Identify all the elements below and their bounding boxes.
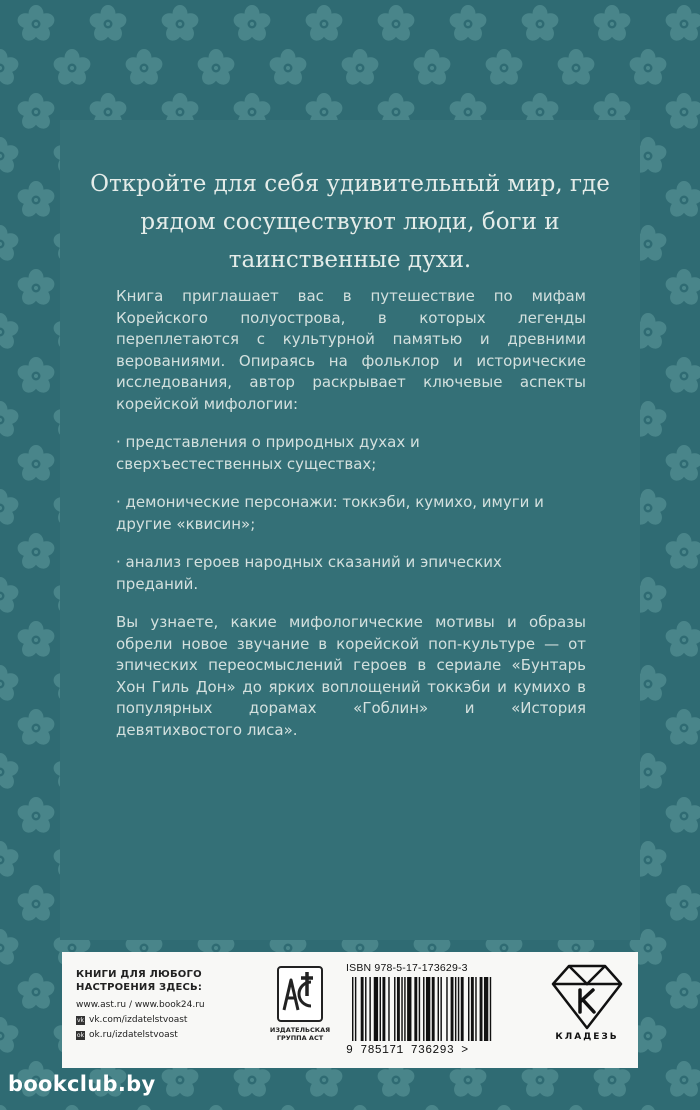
description-outro: Вы узнаете, какие мифологические мотивы и образы обрели новое звучание в корейской поп-культуре — от эпических переосмыслений героев в сериале «Бунтарь Хон Гиль Дон» до ярких воплощений токкэби и кумихо в популярных дорамах «Гоблин» и «История девятихвостого лиса».	[116, 613, 586, 739]
brand-name: КЛАДЕЗЬ	[555, 1032, 619, 1042]
promo-title: КНИГИ ДЛЯ ЛЮБОГО НАСТРОЕНИЯ ЗДЕСЬ:	[76, 969, 203, 993]
tagline: Откройте для себя удивительный мир, где рядом сосуществуют люди, боги и таинственные духи.	[90, 171, 610, 273]
promo-vk[interactable]	[76, 1013, 256, 1028]
promo-vk-text: vk.com/izdatelstvoast	[89, 1015, 188, 1025]
promo-sites-text: www.ast.ru / www.book24.ru	[76, 1000, 205, 1010]
barcode	[346, 977, 536, 1043]
ok-icon: ok	[76, 1032, 85, 1039]
list-item: · демонические персонажи: токкэби, кумихо, имуги и другие «квисин»;	[116, 493, 544, 533]
list-item: · анализ героев народных сказаний и эпических преданий.	[116, 553, 502, 593]
promo-sites[interactable]	[76, 998, 256, 1013]
barcode-area	[346, 962, 536, 1062]
vk-icon: vk	[76, 1017, 85, 1024]
description-intro: Книга приглашает вас в путешествие по мифам Корейского полуострова, в которых легенды переплетаются с культурной памятью и древними верованиями. Опираясь на фольклор и исторические исследования, автор раскрывает ключевые аспекты корейской мифологии:	[116, 287, 586, 413]
brand-block	[542, 960, 632, 1042]
barcode-number: 9 785171 736293 >	[346, 1044, 469, 1057]
publisher-block	[262, 966, 338, 1042]
watermark: bookclub.by	[8, 1072, 156, 1096]
promo-block	[76, 968, 256, 1043]
description	[116, 286, 586, 758]
isbn: ISBN 978-5-17-173629-3	[346, 962, 468, 974]
ast-logo	[277, 966, 323, 1022]
footer-panel	[62, 952, 638, 1068]
list-item: · представления о природных духах и сверхъестественных существах;	[116, 433, 420, 473]
kladez-diamond-logo	[549, 960, 625, 1032]
promo-ok-text: ok.ru/izdatelstvoast	[89, 1030, 178, 1040]
publisher-caption: ИЗДАТЕЛЬСКАЯ ГРУППА АСТ	[269, 1026, 331, 1042]
promo-ok[interactable]	[76, 1028, 256, 1043]
